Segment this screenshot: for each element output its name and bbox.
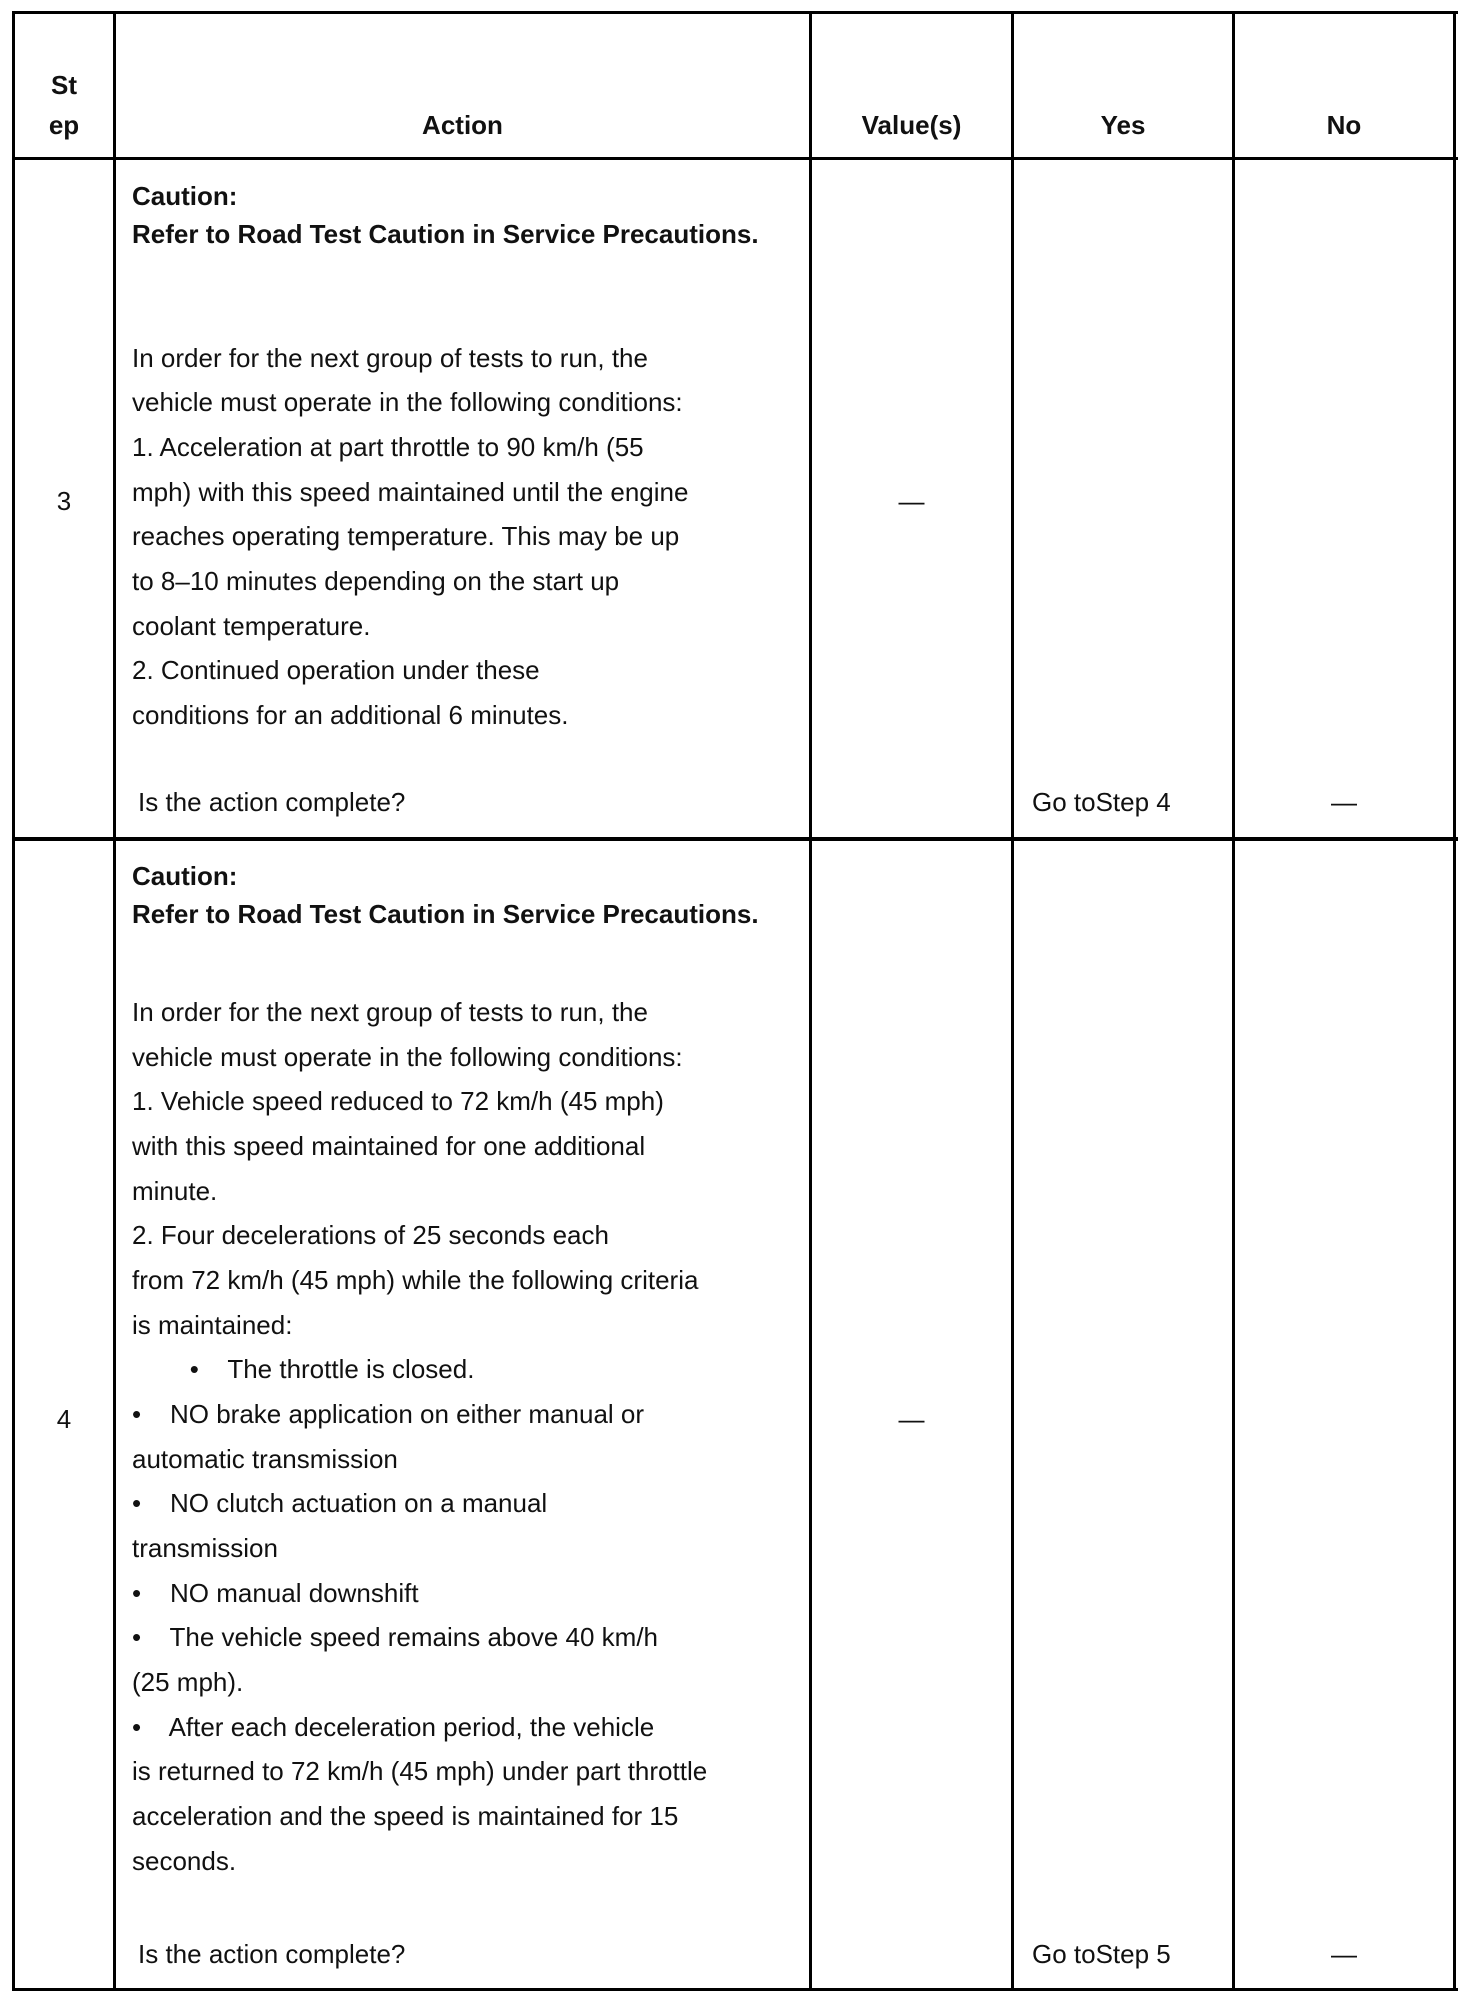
action-line: • After each deceleration period, the vehicle — [132, 1712, 655, 1742]
action-question: Is the action complete? — [138, 1939, 406, 1969]
header-values: Value(s) — [861, 110, 962, 140]
action-line: reaches operating temperature. This may be up — [132, 521, 680, 551]
action-line: acceleration and the speed is maintained for 15 — [132, 1801, 679, 1831]
col-divider-value — [1011, 11, 1014, 1991]
action-line: • The vehicle speed remains above 40 km/h — [132, 1622, 659, 1652]
yes-cell: Go toStep 4 — [1032, 787, 1171, 817]
yes-cell: Go toStep 5 — [1032, 1939, 1171, 1969]
action-line: is maintained: — [132, 1310, 293, 1340]
caution-title: Caution: — [132, 181, 238, 211]
action-line: 2. Four decelerations of 25 seconds each — [132, 1220, 609, 1250]
value-cell: — — [898, 1404, 925, 1434]
col-divider-action — [809, 11, 812, 1991]
header-yes: Yes — [1100, 110, 1146, 140]
action-line: automatic transmission — [132, 1444, 398, 1474]
action-line: conditions for an additional 6 minutes. — [132, 700, 569, 730]
action-question: Is the action complete? — [138, 787, 406, 817]
action-line: • The throttle is closed. — [132, 1354, 475, 1384]
action-line: seconds. — [132, 1846, 237, 1876]
action-line: vehicle must operate in the following conditions: — [132, 387, 683, 417]
action-line: In order for the next group of tests to run, the — [132, 997, 648, 1027]
action-line: minute. — [132, 1176, 218, 1206]
table-border-bottom — [12, 1988, 1458, 1991]
action-line: with this speed maintained for one additional — [132, 1131, 646, 1161]
header-step-line2: ep — [48, 110, 80, 140]
action-line: to 8–10 minutes depending on the start up — [132, 566, 620, 596]
action-line: transmission — [132, 1533, 278, 1563]
table-border-left — [12, 11, 15, 1991]
action-line: • NO manual downshift — [132, 1578, 419, 1608]
col-divider-step — [113, 11, 116, 1991]
col-divider-yes — [1232, 11, 1235, 1991]
value-cell: — — [898, 486, 925, 516]
no-cell: — — [1331, 787, 1357, 817]
action-line: from 72 km/h (45 mph) while the following criteria — [132, 1265, 699, 1295]
caution-text: Refer to Road Test Caution in Service Precautions. — [132, 899, 759, 929]
header-divider — [12, 157, 1458, 160]
row-divider — [12, 837, 1458, 841]
step-number: 4 — [56, 1404, 72, 1434]
caution-title: Caution: — [132, 861, 238, 891]
action-line: (25 mph). — [132, 1667, 244, 1697]
action-line: coolant temperature. — [132, 611, 371, 641]
action-line: • NO clutch actuation on a manual — [132, 1488, 548, 1518]
action-line: is returned to 72 km/h (45 mph) under part throttle — [132, 1756, 708, 1786]
action-line: mph) with this speed maintained until the engine — [132, 477, 689, 507]
step-number: 3 — [56, 486, 72, 516]
header-no: No — [1326, 110, 1362, 140]
header-action: Action — [422, 110, 503, 140]
action-line: In order for the next group of tests to run, the — [132, 343, 648, 373]
action-line: • NO brake application on either manual or — [132, 1399, 645, 1429]
header-step-line1: St — [51, 70, 77, 100]
action-line: 2. Continued operation under these — [132, 655, 540, 685]
no-cell: — — [1331, 1939, 1357, 1969]
action-line: 1. Acceleration at part throttle to 90 km/h (55 — [132, 432, 644, 462]
caution-text: Refer to Road Test Caution in Service Precautions. — [132, 219, 759, 249]
table-border-right — [1453, 11, 1456, 1991]
action-line: 1. Vehicle speed reduced to 72 km/h (45 mph) — [132, 1086, 664, 1116]
action-line: vehicle must operate in the following conditions: — [132, 1042, 683, 1072]
table-border-top — [12, 11, 1458, 14]
